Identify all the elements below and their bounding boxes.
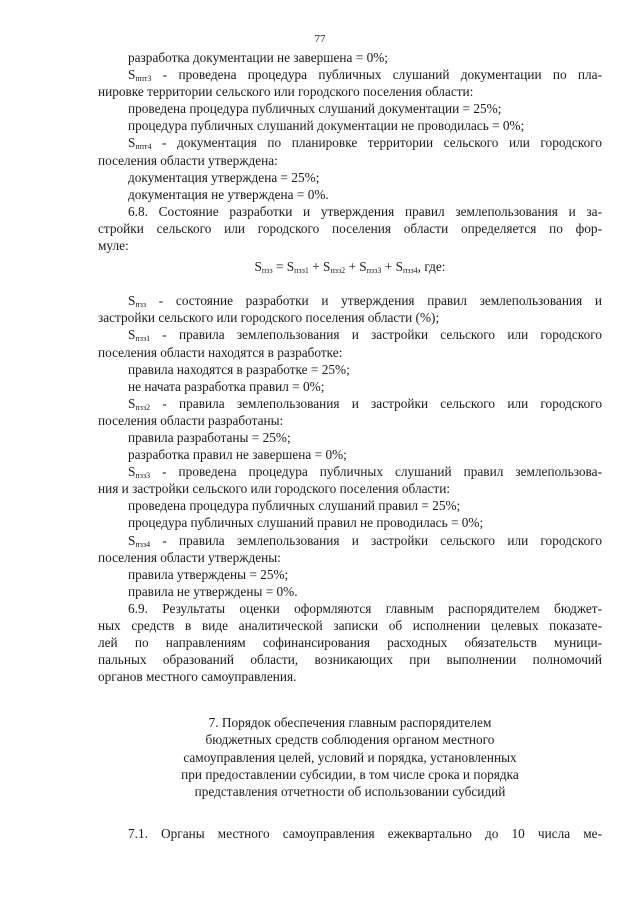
heading-line: 7. Порядок обеспечения главным распорядителем [208,715,492,731]
text-line: проведена процедура публичных слушаний правил = 25%; [128,498,461,514]
text-line: не начата разработка правил = 0%; [128,378,325,394]
text-line: правила разработаны = 25%; [128,429,291,445]
text-line: процедура публичных слушаний документации не проводилась = 0%; [128,118,525,134]
text-line: поселения области утверждена: [98,152,278,168]
formula-pzz: $S_{пзз} = S_{пзз1} + S_{пзз2} + S_{пзз3} + S_{пзз4}$, где: [254,259,446,276]
text-line: разработка документации не завершена = 0%; [128,50,388,65]
text-line: правила не утверждены = 0%. [128,583,298,599]
definition-s-ppt3: $S_{ппт3}$ - проведена процедура публичных слушаний документации по пла- [128,67,602,84]
definition-s-pzz1: $S_{пзз1}$ - правила землепользования и застройки сельского или городского [128,327,602,344]
text-line: пальных образований области, возникающих при выполнении полномочий [98,652,602,668]
definition-s-ppt4: $S_{ппт4}$ - документация по планировке территории сельского или городского [128,135,602,152]
text-line: стройки сельского или городского поселения области определяется по фор- [98,220,602,236]
text-line: поселения области разработаны: [98,412,284,428]
heading-line: бюджетных средств соблюдения органом местного [205,732,495,748]
text-line: разработка правил не завершена = 0%; [128,447,347,463]
text-line: органов местного самоуправления. [98,669,297,685]
text-line: правила утверждены = 25%; [128,566,289,582]
text-line: лей по направлениям софинансирования расходных обязательств муници- [98,635,602,651]
document-body [98,49,602,842]
definition-s-pzz3: $S_{пзз3}$ - проведена процедура публичных слушаний правил землепользова- [128,464,602,481]
text-line: проведена процедура публичных слушаний документации = 25%; [128,101,502,117]
text-line: правила находятся в разработке = 25%; [128,361,350,377]
text-line: поселения области находятся в разработке: [98,344,343,360]
definition-s-pzz4: $S_{пзз4}$ - правила землепользования и застройки сельского или городского [128,532,602,549]
heading-line: при предоставлении субсидии, в том числе срока и порядка [181,766,519,782]
section-7-1-line: 7.1. Органы местного самоуправления ежеквартально до 10 числа ме- [128,825,602,841]
definition-s-pzz: $S_{пзз}$ - состояние разработки и утверждения правил землепользования и [128,293,602,310]
text-line: ных средств в виде аналитической записки об исполнении целевых показате- [98,618,602,633]
definition-s-pzz2: $S_{пзз2}$ - правила землепользования и застройки сельского или городского [128,395,602,412]
page-number: 77 [314,33,326,45]
text-line: документация утверждена = 25%; [128,169,320,185]
text-line: муле: [98,238,129,254]
section-6-9-line: 6.9. Результаты оценки оформляются главным распорядителем бюджет- [128,600,602,616]
heading-line: представления отчетности об использовании субсидий [194,783,506,799]
text-line: застройки сельского или городского поселения области (%); [98,310,440,326]
text-line: нировке территории сельского или городского поселения области: [98,84,474,100]
text-line: ния и застройки сельского или городского поселения области: [98,481,451,497]
heading-line: самоуправления целей, условий и порядка, установленных [183,749,517,765]
text-line: документация не утверждена = 0%. [128,186,329,202]
text-line: поселения области утверждены: [98,549,281,565]
text-line: процедура публичных слушаний правил не проводилась = 0%; [128,515,484,531]
section-6-8-line: 6.8. Состояние разработки и утверждения правил землепользования и за- [128,203,602,219]
section-7-heading [98,714,602,799]
